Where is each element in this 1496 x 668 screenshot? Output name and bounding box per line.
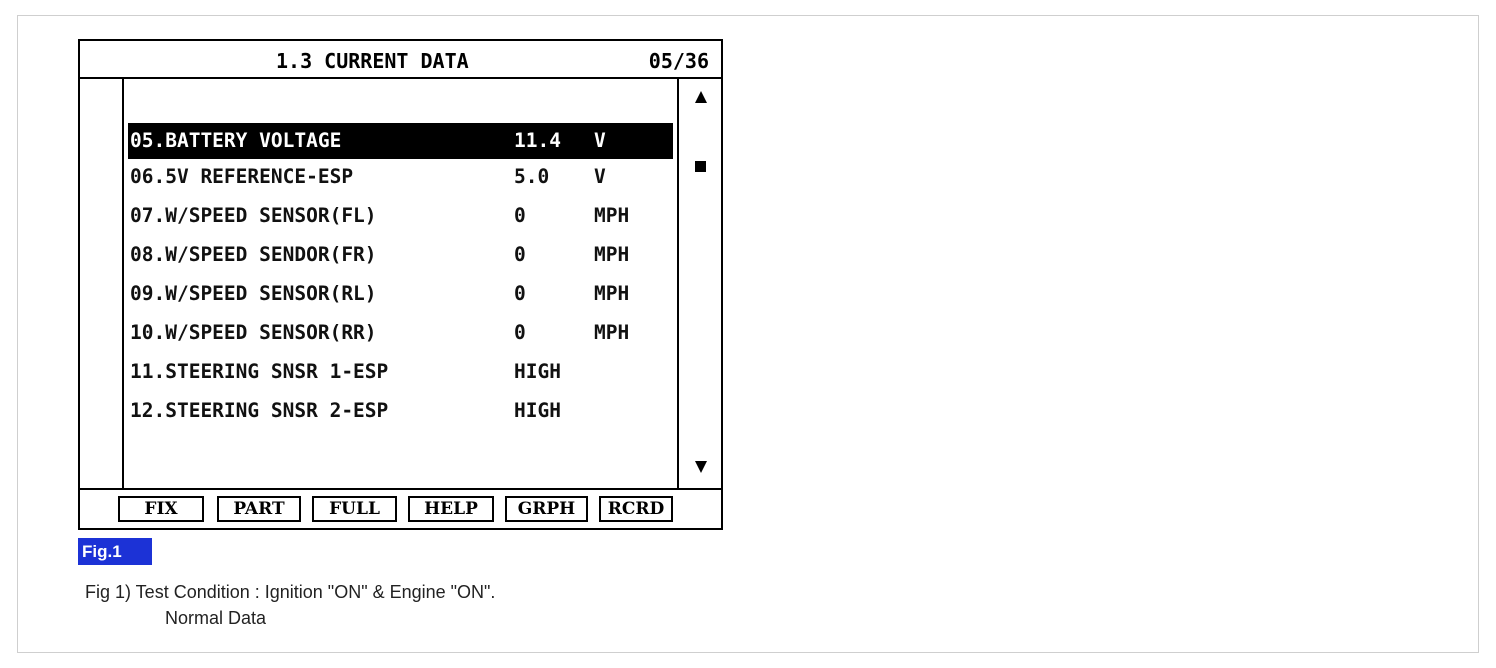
scroll-thumb[interactable] bbox=[695, 161, 706, 172]
row-name: 06.5V REFERENCE-ESP bbox=[130, 165, 354, 188]
scroll-down-arrow-icon[interactable] bbox=[695, 461, 707, 473]
row-value: HIGH bbox=[514, 399, 561, 422]
row-value: 0 bbox=[514, 321, 526, 344]
rcrd-button[interactable]: RCRD bbox=[599, 496, 673, 522]
data-row[interactable] bbox=[128, 393, 673, 429]
screen-title: 1.3 CURRENT DATA bbox=[276, 49, 469, 73]
left-margin bbox=[80, 79, 124, 488]
row-value: 0 bbox=[514, 204, 526, 227]
row-name: 09.W/SPEED SENSOR(RL) bbox=[130, 282, 377, 305]
row-unit: V bbox=[594, 129, 606, 152]
data-list bbox=[124, 79, 677, 488]
row-value: 11.4 bbox=[514, 129, 561, 152]
row-name: 08.W/SPEED SENDOR(FR) bbox=[130, 243, 377, 266]
title-bar bbox=[80, 41, 721, 79]
figure-badge: Fig.1 bbox=[78, 538, 152, 565]
row-unit: MPH bbox=[594, 243, 630, 266]
row-unit: MPH bbox=[594, 282, 630, 305]
row-name: 12.STEERING SNSR 2-ESP bbox=[130, 399, 389, 422]
row-value: 0 bbox=[514, 243, 526, 266]
part-button[interactable]: PART bbox=[217, 496, 301, 522]
row-value: 0 bbox=[514, 282, 526, 305]
row-name: 11.STEERING SNSR 1-ESP bbox=[130, 360, 389, 383]
row-unit: MPH bbox=[594, 204, 630, 227]
full-button[interactable]: FULL bbox=[312, 496, 397, 522]
row-name: 07.W/SPEED SENSOR(FL) bbox=[130, 204, 377, 227]
page-indicator: 05/36 bbox=[648, 49, 709, 73]
data-row[interactable] bbox=[128, 123, 673, 159]
fix-button[interactable]: FIX bbox=[118, 496, 204, 522]
row-value: HIGH bbox=[514, 360, 561, 383]
grph-button[interactable]: GRPH bbox=[505, 496, 588, 522]
help-button[interactable]: HELP bbox=[408, 496, 494, 522]
scrollbar[interactable] bbox=[677, 79, 721, 488]
scanner-screen bbox=[78, 39, 723, 530]
data-row[interactable] bbox=[128, 198, 673, 234]
figure-caption: Fig 1) Test Condition : Ignition "ON" & Engine "ON". bbox=[85, 582, 496, 602]
row-name: 05.BATTERY VOLTAGE bbox=[130, 129, 342, 152]
row-unit: MPH bbox=[594, 321, 630, 344]
scroll-up-arrow-icon[interactable] bbox=[695, 91, 707, 103]
data-row[interactable] bbox=[128, 237, 673, 273]
data-row[interactable] bbox=[128, 315, 673, 351]
data-row[interactable] bbox=[128, 159, 673, 195]
data-row[interactable] bbox=[128, 354, 673, 390]
data-row[interactable] bbox=[128, 276, 673, 312]
row-name: 10.W/SPEED SENSOR(RR) bbox=[130, 321, 377, 344]
figure-caption-subline: Normal Data bbox=[165, 608, 267, 628]
row-value: 5.0 bbox=[514, 165, 550, 188]
function-key-bar bbox=[80, 488, 721, 528]
row-unit: V bbox=[594, 165, 606, 188]
